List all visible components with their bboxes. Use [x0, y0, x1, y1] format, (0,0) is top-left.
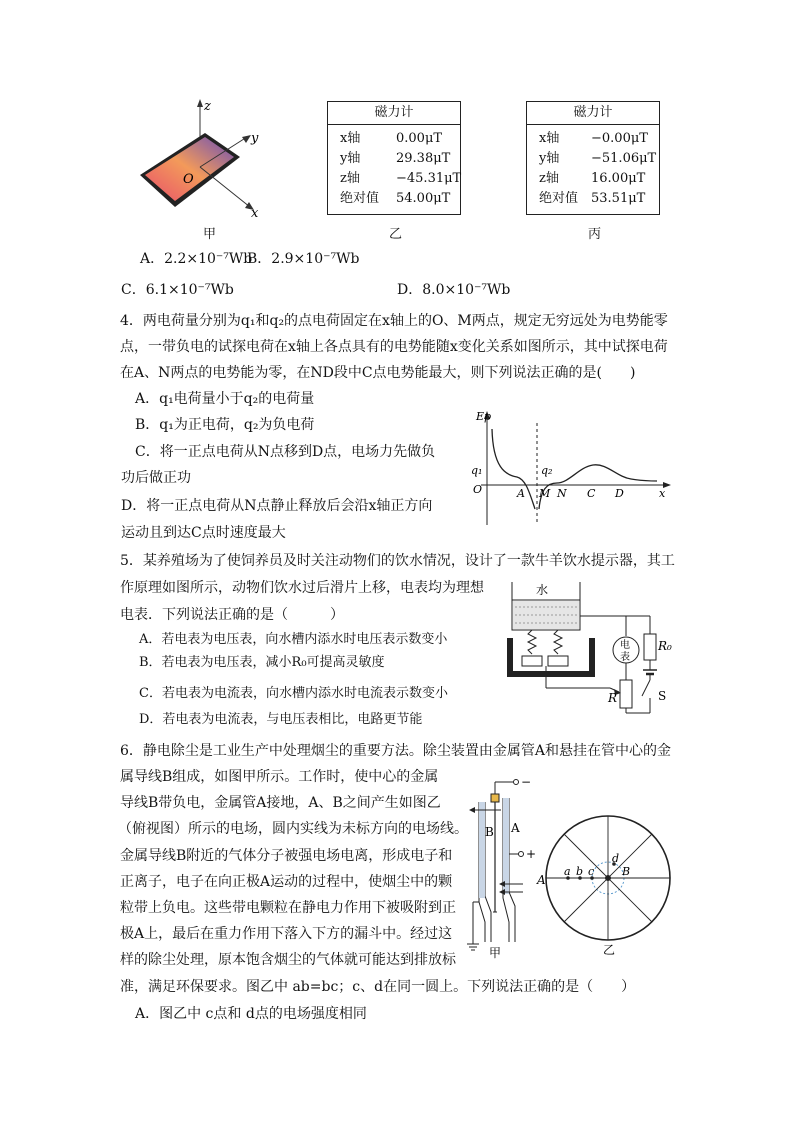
- r-rheostat: [620, 680, 632, 708]
- q4-option-b: B．q₁为正电荷，q₂为负电荷: [135, 417, 315, 433]
- q5-stem-line3: 电表．下列说法正确的是（ ）: [120, 607, 344, 623]
- graph-m-label: M: [539, 487, 551, 500]
- q6-stem-line10: 准，满足环保要求。图乙中 ab=bc；c、d在同一圆上。下列说法正确的是（ ）: [120, 979, 636, 995]
- q4-option-d-line1: D．将一正点电荷从N点静止释放后会沿x轴正方向: [121, 498, 433, 514]
- graph-q1-label: q₁: [471, 464, 483, 477]
- meter-label: x轴: [340, 131, 361, 146]
- q6-stem-line9: 样的除尘处理，原本饱含烟尘的气体就可能达到排放标: [120, 952, 456, 968]
- r-label: R: [608, 691, 618, 705]
- spring-left: [528, 630, 536, 654]
- axis-x-label: x: [251, 206, 259, 221]
- q4-option-a: A．q₁电荷量小于q₂的电荷量: [135, 391, 315, 407]
- q4-option-d-line2: 运动且到达C点时速度最大: [121, 525, 286, 541]
- q6-stem-line6: 正离子，电子在向正极A运动的过程中，使烟尘中的颗: [120, 874, 453, 890]
- q6-stem-line2: 属导线B组成，如图甲所示。工作时，使中心的金属: [120, 769, 439, 785]
- insulator: [491, 794, 499, 802]
- label-pa: a: [564, 865, 571, 878]
- r0-label: R₀: [658, 639, 672, 653]
- axis-origin-label: O: [183, 172, 194, 187]
- magnetometer-yi: [327, 101, 461, 215]
- meter-value: 0.00μT: [396, 131, 443, 146]
- meter-char2: 表: [620, 652, 630, 663]
- meter-label: x轴: [539, 131, 560, 146]
- meter-value: 54.00μT: [396, 191, 451, 206]
- wire-b-label: B: [485, 825, 494, 839]
- q6-stem-line8: 极A上，最后在重力作用下落入下方的漏斗中。经过这: [120, 926, 453, 942]
- q5-stem-line2: 作原理如图所示，动物们饮水过后滑片上移，电表均为理想: [120, 580, 484, 596]
- label-pd: d: [612, 852, 620, 865]
- meter-char1: 电: [620, 640, 630, 651]
- graph-d-label: D: [615, 487, 624, 500]
- label-pb: b: [576, 865, 584, 878]
- meter-value: 53.51μT: [591, 191, 646, 206]
- meter-value: −51.06μT: [591, 151, 657, 166]
- meter-title: 磁力计: [328, 102, 460, 125]
- phone-axes-figure: [125, 95, 285, 225]
- q5-option-a: A．若电表为电压表，向水槽内添水时电压表示数变小: [139, 632, 448, 647]
- graph-ep-label: Ep: [476, 410, 492, 423]
- q6-stem-line5: 金属导线B附近的气体分子被强电场电离，形成电子和: [120, 848, 453, 864]
- graph-a-label: A: [517, 487, 525, 500]
- q3-option-c: C．6.1×10⁻⁷Wb: [121, 282, 234, 298]
- graph-o-label: O: [473, 483, 483, 496]
- caption-yi: 乙: [389, 227, 403, 242]
- ep-curve-left: [492, 429, 535, 509]
- q4-option-c-line2: 功后做正功: [121, 470, 191, 486]
- q5-option-b: B．若电表为电压表，减小R₀可提高灵敏度: [139, 655, 385, 670]
- meter-value: −0.00μT: [591, 131, 648, 146]
- meter-label: 绝对值: [340, 191, 380, 206]
- q4-energy-graph: [465, 405, 675, 530]
- fig-jia-caption: 甲: [489, 946, 502, 960]
- caption-bing: 丙: [588, 227, 602, 242]
- spring-right: [554, 630, 562, 654]
- meter-value: −45.31μT: [396, 171, 462, 186]
- q6-stem-line4: （俯视图）所示的电场，圆内实线为未标方向的电场线。: [118, 821, 468, 837]
- q5-option-d: D．若电表为电流表，与电压表相比，电路更节能: [139, 712, 423, 727]
- meter-label: z轴: [340, 171, 360, 186]
- q3-option-b: B．2.9×10⁻⁷Wb: [247, 251, 360, 267]
- switch-s: [642, 680, 650, 696]
- q5-stem-line1: 5．某养殖场为了使饲养员及时关注动物们的饮水情况，设计了一款牛羊饮水提示器，其工: [120, 553, 675, 569]
- q6-field-figure: [533, 798, 683, 956]
- graph-c-label: C: [587, 487, 596, 500]
- graph-q2-label: q₂: [541, 464, 553, 477]
- fig-yi-caption: 乙: [603, 943, 616, 956]
- q6-stem-line1: 6．静电除尘是工业生产中处理烟尘的重要方法。除尘装置由金属管A和悬挂在管中心的金: [120, 743, 672, 759]
- q3-option-a: A．2.2×10⁻⁷Wb: [140, 251, 253, 267]
- q4-option-c-line1: C．将一正点电荷从N点移到D点，电场力先做负: [135, 444, 436, 460]
- q5-option-c: C．若电表为电流表，向水槽内添水时电流表示数变小: [139, 686, 448, 701]
- meter-value: 29.38μT: [396, 151, 451, 166]
- x-axis: [200, 167, 250, 207]
- axis-z-label: z: [204, 99, 211, 114]
- meter-label: z轴: [539, 171, 559, 186]
- tube-a-label: A: [511, 821, 520, 835]
- axis-y-label: y: [251, 131, 259, 146]
- graph-n-label: N: [557, 487, 567, 500]
- plus-terminal-label: +: [526, 847, 537, 861]
- q4-stem-line1: 4．两电荷量分别为q₁和q₂的点电荷固定在x轴上的O、M两点，规定无穷远处为电势能零: [120, 313, 668, 329]
- water-fill: [513, 601, 579, 629]
- r0-resistor: [644, 634, 656, 660]
- q4-stem-line3: 在A、N两点的电势能为零，在ND段中C点电势能最大，则下列说法正确的是( ): [120, 365, 636, 381]
- q6-stem-line7: 粒带上负电。这些带电颗粒在静电力作用下被吸附到正: [120, 900, 456, 916]
- label-pc: c: [588, 865, 595, 878]
- q3-option-d: D．8.0×10⁻⁷Wb: [397, 282, 511, 298]
- meter-label: y轴: [539, 151, 560, 166]
- label-b-inner: B: [622, 865, 631, 878]
- label-a-outer: A: [537, 873, 546, 887]
- meter-value: 16.00μT: [591, 171, 646, 186]
- caption-jia: 甲: [203, 227, 217, 242]
- q4-stem-line2: 点，一带负电的试探电荷在x轴上各点具有的电势能随x变化关系如图所示，其中试探电荷: [120, 339, 668, 355]
- s-label: S: [658, 689, 667, 703]
- meter-title: 磁力计: [527, 102, 659, 125]
- meter-label: y轴: [340, 151, 361, 166]
- water-label: 水: [536, 583, 549, 597]
- meter-label: 绝对值: [539, 191, 579, 206]
- minus-terminal-label: −: [521, 775, 532, 789]
- q5-circuit-figure: [500, 578, 680, 718]
- graph-x-label: x: [659, 487, 666, 500]
- q6-option-a: A．图乙中 c点和 d点的电场强度相同: [135, 1006, 367, 1022]
- q6-stem-line3: 导线B带负电，金属管A接地，A、B之间产生如图乙: [120, 795, 441, 811]
- magnetometer-bing: [526, 101, 660, 215]
